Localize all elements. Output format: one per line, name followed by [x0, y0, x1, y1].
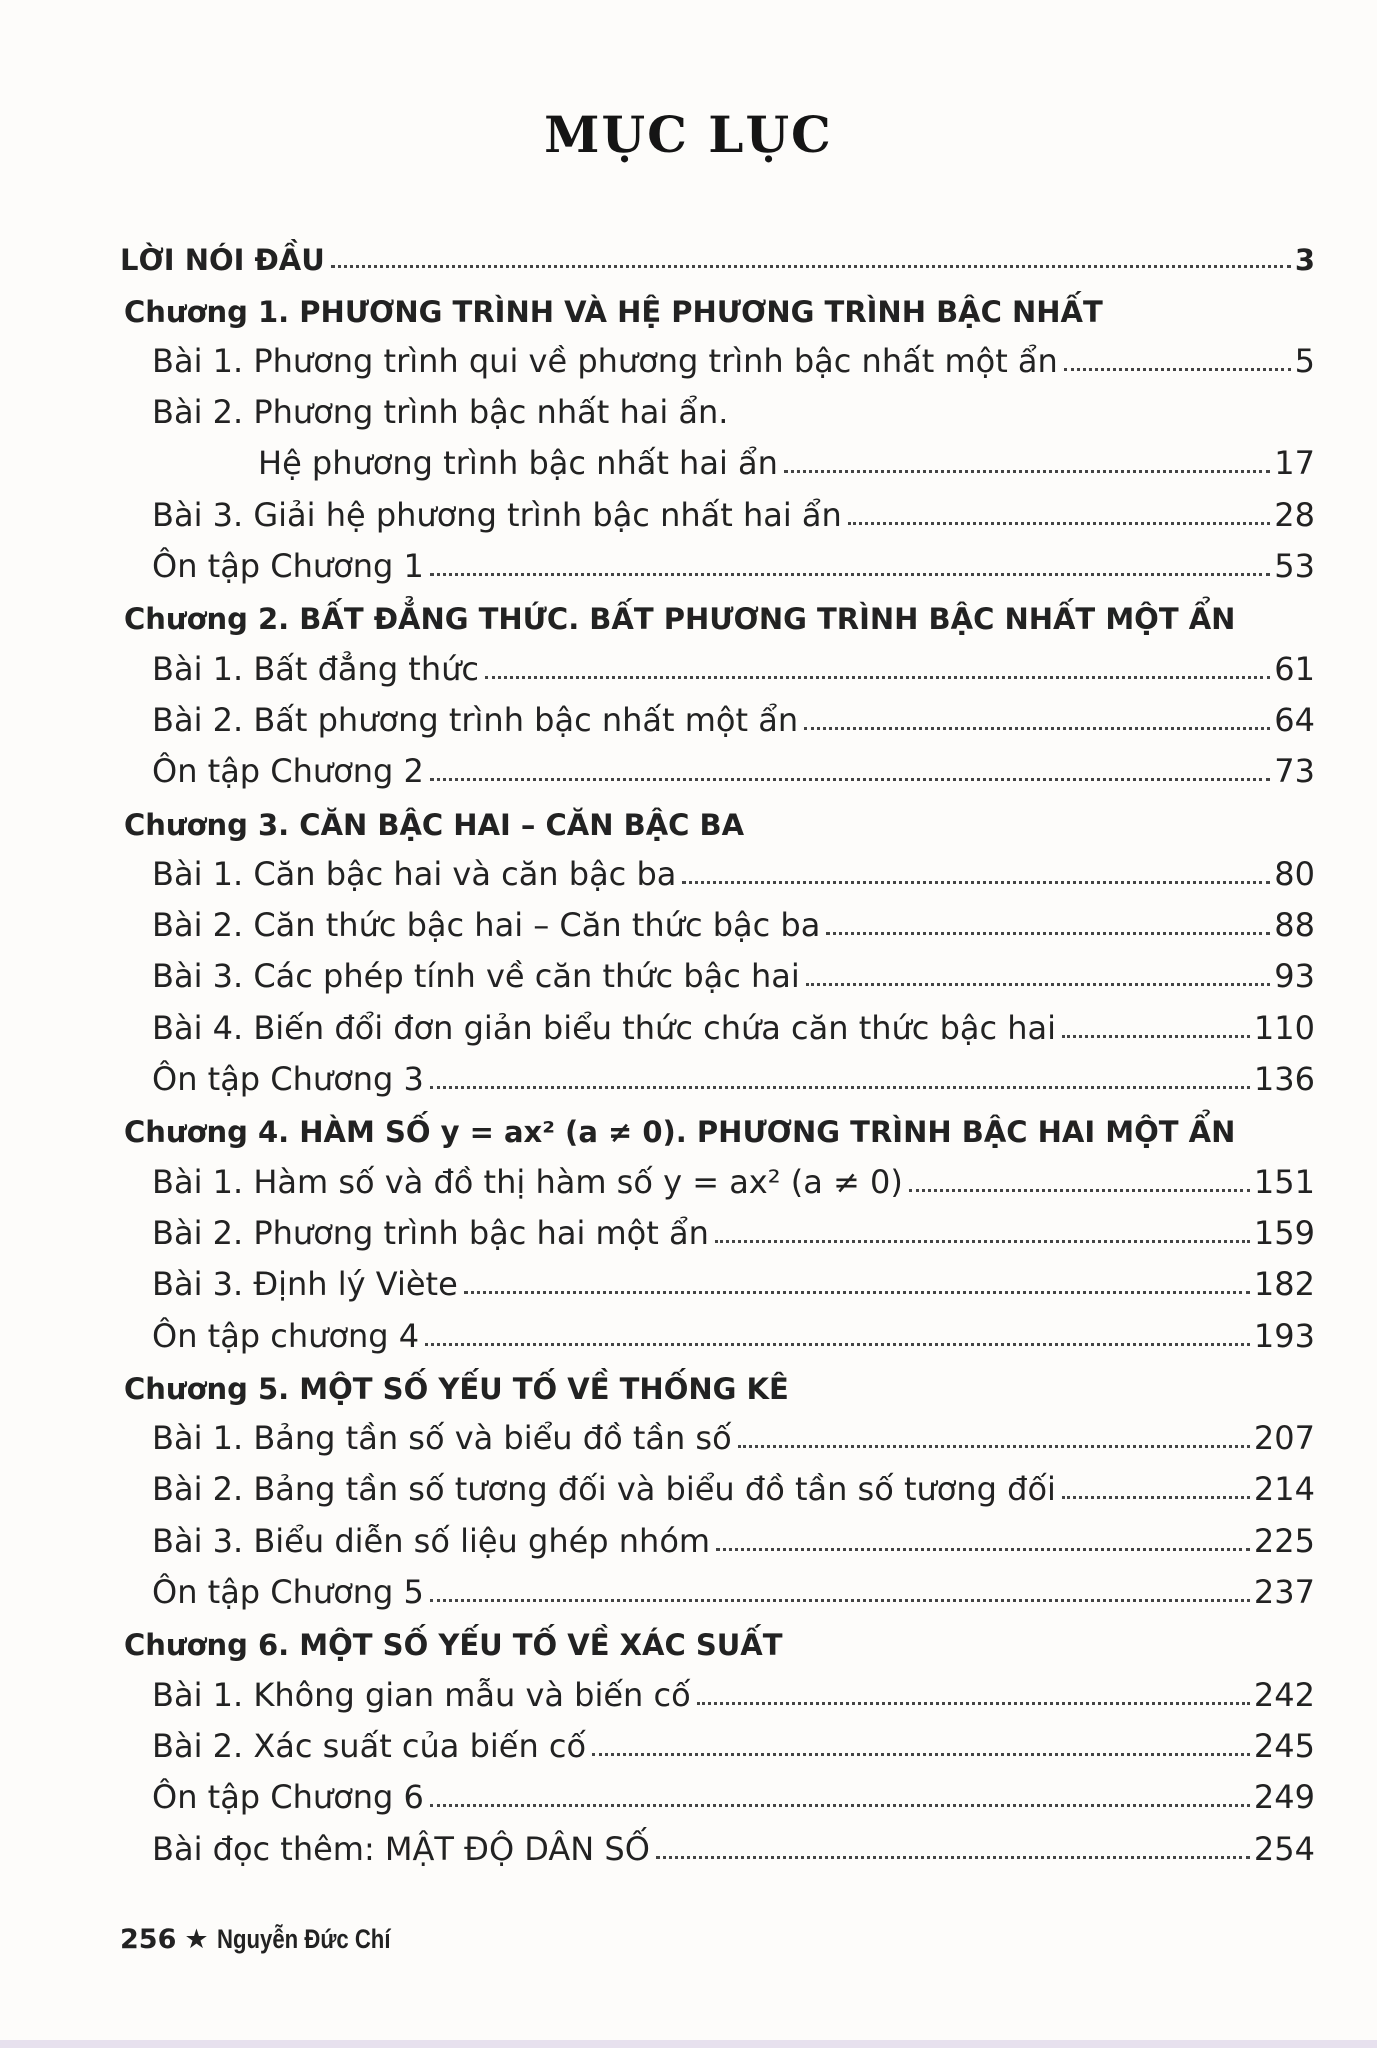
toc-entry-label: Bài 1. Căn bậc hai và căn bậc ba — [152, 854, 677, 893]
toc-entry-label: Chương 1. PHƯƠNG TRÌNH VÀ HỆ PHƯƠNG TRÌNH BẬC NHẤT — [124, 294, 1103, 329]
toc-entry — [120, 1560, 1315, 1611]
dot-leader — [430, 1599, 1250, 1602]
footer-page-number: 256 — [120, 1924, 177, 1955]
toc-page-number: 249 — [1253, 1778, 1315, 1817]
toc-chapter-heading — [120, 277, 1315, 328]
toc-entry-label: Bài 3. Biểu diễn số liệu ghép nhóm — [152, 1521, 711, 1560]
toc-page-number: 88 — [1274, 906, 1315, 945]
dot-leader — [1062, 1035, 1250, 1038]
toc-entry — [120, 226, 1315, 277]
toc-entry-label: Bài 1. Không gian mẫu và biến cố — [152, 1675, 691, 1714]
table-of-contents — [120, 226, 1315, 1868]
toc-page-number: 17 — [1274, 444, 1315, 483]
toc-entry — [120, 1406, 1315, 1457]
dot-leader — [430, 778, 1270, 781]
toc-entry — [120, 1149, 1315, 1200]
toc-entry — [120, 1765, 1315, 1816]
dot-leader — [909, 1189, 1250, 1192]
toc-page-number: 5 — [1294, 341, 1315, 380]
toc-chapter-heading — [120, 1355, 1315, 1406]
toc-entry-label: Ôn tập Chương 2 — [152, 752, 424, 791]
toc-entry-label: Bài 3. Các phép tính về căn thức bậc hai — [152, 957, 800, 996]
toc-page-number: 214 — [1253, 1470, 1315, 1509]
toc-page-number: 159 — [1253, 1213, 1315, 1252]
toc-page-number: 136 — [1253, 1060, 1315, 1099]
dot-leader — [656, 1856, 1250, 1859]
toc-entry-label: Bài 3. Định lý Viète — [152, 1265, 458, 1304]
dot-leader — [425, 1343, 1250, 1346]
toc-entry-label: Bài 2. Bất phương trình bậc nhất một ẩn — [152, 700, 799, 739]
page-footer — [120, 1924, 428, 1955]
toc-page-number: 245 — [1253, 1726, 1315, 1765]
toc-entry-label: Chương 5. MỘT SỐ YẾU TỐ VỀ THỐNG KÊ — [124, 1371, 789, 1406]
toc-page-number: 3 — [1294, 243, 1315, 278]
toc-entry-label: Bài 2. Căn thức bậc hai – Căn thức bậc ba — [152, 906, 821, 945]
toc-entry-label: Bài 1. Hàm số và đồ thị hàm số y = ax² (a ≠ 0) — [152, 1162, 903, 1201]
toc-entry — [120, 380, 1315, 431]
toc-chapter-heading — [120, 790, 1315, 841]
toc-entry-label: Hệ phương trình bậc nhất hai ẩn — [258, 444, 778, 483]
toc-entry — [120, 482, 1315, 533]
toc-page-number: 61 — [1274, 649, 1315, 688]
toc-entry-label: Bài 1. Bảng tần số và biểu đồ tần số — [152, 1419, 732, 1458]
toc-chapter-heading — [120, 1611, 1315, 1662]
page-title: MỤC LỤC — [544, 105, 833, 164]
toc-entry-label: Chương 2. BẤT ĐẲNG THỨC. BẤT PHƯƠNG TRÌNH BẬC NHẤT MỘT ẨN — [124, 602, 1236, 637]
toc-page-number: 80 — [1274, 854, 1315, 893]
toc-entry — [120, 893, 1315, 944]
dot-leader — [1064, 368, 1291, 371]
toc-page-number: 64 — [1274, 700, 1315, 739]
toc-entry-label: Ôn tập Chương 1 — [152, 547, 424, 586]
toc-entry — [120, 1508, 1315, 1559]
toc-entry-label: Bài 4. Biến đổi đơn giản biểu thức chứa căn thức bậc hai — [152, 1008, 1057, 1047]
dot-leader — [430, 1804, 1250, 1807]
dot-leader — [331, 265, 1291, 268]
page-bottom-edge — [0, 2040, 1377, 2048]
toc-entry — [120, 636, 1315, 687]
dot-leader — [804, 727, 1270, 730]
toc-entry-label: Chương 6. MỘT SỐ YẾU TỐ VỀ XÁC SUẤT — [124, 1628, 783, 1663]
dot-leader — [464, 1291, 1250, 1294]
toc-page-number: 93 — [1274, 957, 1315, 996]
dot-leader — [485, 676, 1270, 679]
toc-page-number: 182 — [1253, 1265, 1315, 1304]
toc-entry-label: Bài đọc thêm: MẬT ĐỘ DÂN SỐ — [152, 1829, 650, 1868]
toc-page-number: 242 — [1253, 1675, 1315, 1714]
toc-page-number: 73 — [1274, 752, 1315, 791]
dot-leader — [716, 1548, 1250, 1551]
toc-page-number: 151 — [1253, 1162, 1315, 1201]
dot-leader — [738, 1445, 1250, 1448]
dot-leader — [592, 1753, 1250, 1756]
dot-leader — [715, 1240, 1250, 1243]
toc-entry-label: Chương 4. HÀM SỐ y = ax² (a ≠ 0). PHƯƠNG TRÌNH BẬC HAI MỘT ẨN — [124, 1115, 1236, 1150]
toc-entry — [120, 329, 1315, 380]
toc-entry-label: Ôn tập chương 4 — [152, 1316, 420, 1355]
dot-leader — [784, 470, 1270, 473]
toc-entry-label: Bài 3. Giải hệ phương trình bậc nhất hai ẩn — [152, 495, 842, 534]
dot-leader — [1062, 1496, 1250, 1499]
toc-entry — [120, 1662, 1315, 1713]
toc-page-number: 254 — [1253, 1829, 1315, 1868]
toc-entry-label: Bài 1. Bất đẳng thức — [152, 649, 479, 688]
toc-entry-label: Ôn tập Chương 3 — [152, 1060, 424, 1099]
toc-chapter-heading — [120, 585, 1315, 636]
dot-leader — [682, 881, 1270, 884]
star-icon: ★ — [184, 1924, 209, 1955]
toc-page-number: 110 — [1253, 1008, 1315, 1047]
toc-entry — [120, 944, 1315, 995]
toc-entry-label: Bài 2. Phương trình bậc hai một ẩn — [152, 1213, 709, 1252]
toc-entry — [120, 842, 1315, 893]
dot-leader — [806, 983, 1271, 986]
toc-page-number: 207 — [1253, 1419, 1315, 1458]
toc-entry-label: Bài 2. Bảng tần số tương đối và biểu đồ tần số tương đối — [152, 1470, 1056, 1509]
toc-entry-label: Chương 3. CĂN BẬC HAI – CĂN BẬC BA — [124, 807, 745, 842]
toc-entry-label: Ôn tập Chương 5 — [152, 1573, 424, 1612]
toc-entry — [120, 1201, 1315, 1252]
toc-entry — [120, 1303, 1315, 1354]
toc-entry-label: LỜI NÓI ĐẦU — [120, 243, 325, 278]
toc-entry-label: Bài 2. Xác suất của biến cố — [152, 1726, 587, 1765]
toc-entry — [120, 739, 1315, 790]
toc-entry — [120, 534, 1315, 585]
toc-entry-label: Ôn tập Chương 6 — [152, 1778, 424, 1817]
dot-leader — [430, 573, 1270, 576]
toc-page-number: 193 — [1253, 1316, 1315, 1355]
dot-leader — [697, 1702, 1250, 1705]
toc-page-number: 237 — [1253, 1573, 1315, 1612]
toc-page-number: 225 — [1253, 1521, 1315, 1560]
dot-leader — [826, 932, 1270, 935]
toc-entry — [120, 995, 1315, 1046]
dot-leader — [848, 522, 1270, 525]
toc-entry — [120, 688, 1315, 739]
toc-entry — [120, 1252, 1315, 1303]
toc-entry-label: Bài 1. Phương trình qui về phương trình bậc nhất một ẩn — [152, 341, 1058, 380]
toc-entry — [120, 1714, 1315, 1765]
toc-page-number: 28 — [1274, 495, 1315, 534]
toc-page-number: 53 — [1274, 547, 1315, 586]
toc-entry-label: Bài 2. Phương trình bậc nhất hai ẩn. — [152, 393, 729, 432]
toc-entry — [120, 1047, 1315, 1098]
dot-leader — [430, 1086, 1250, 1089]
toc-entry — [120, 1816, 1315, 1867]
toc-chapter-heading — [120, 1098, 1315, 1149]
toc-entry — [120, 1457, 1315, 1508]
footer-author: Nguyễn Đức Chí — [216, 1924, 391, 1954]
toc-entry — [120, 431, 1315, 482]
